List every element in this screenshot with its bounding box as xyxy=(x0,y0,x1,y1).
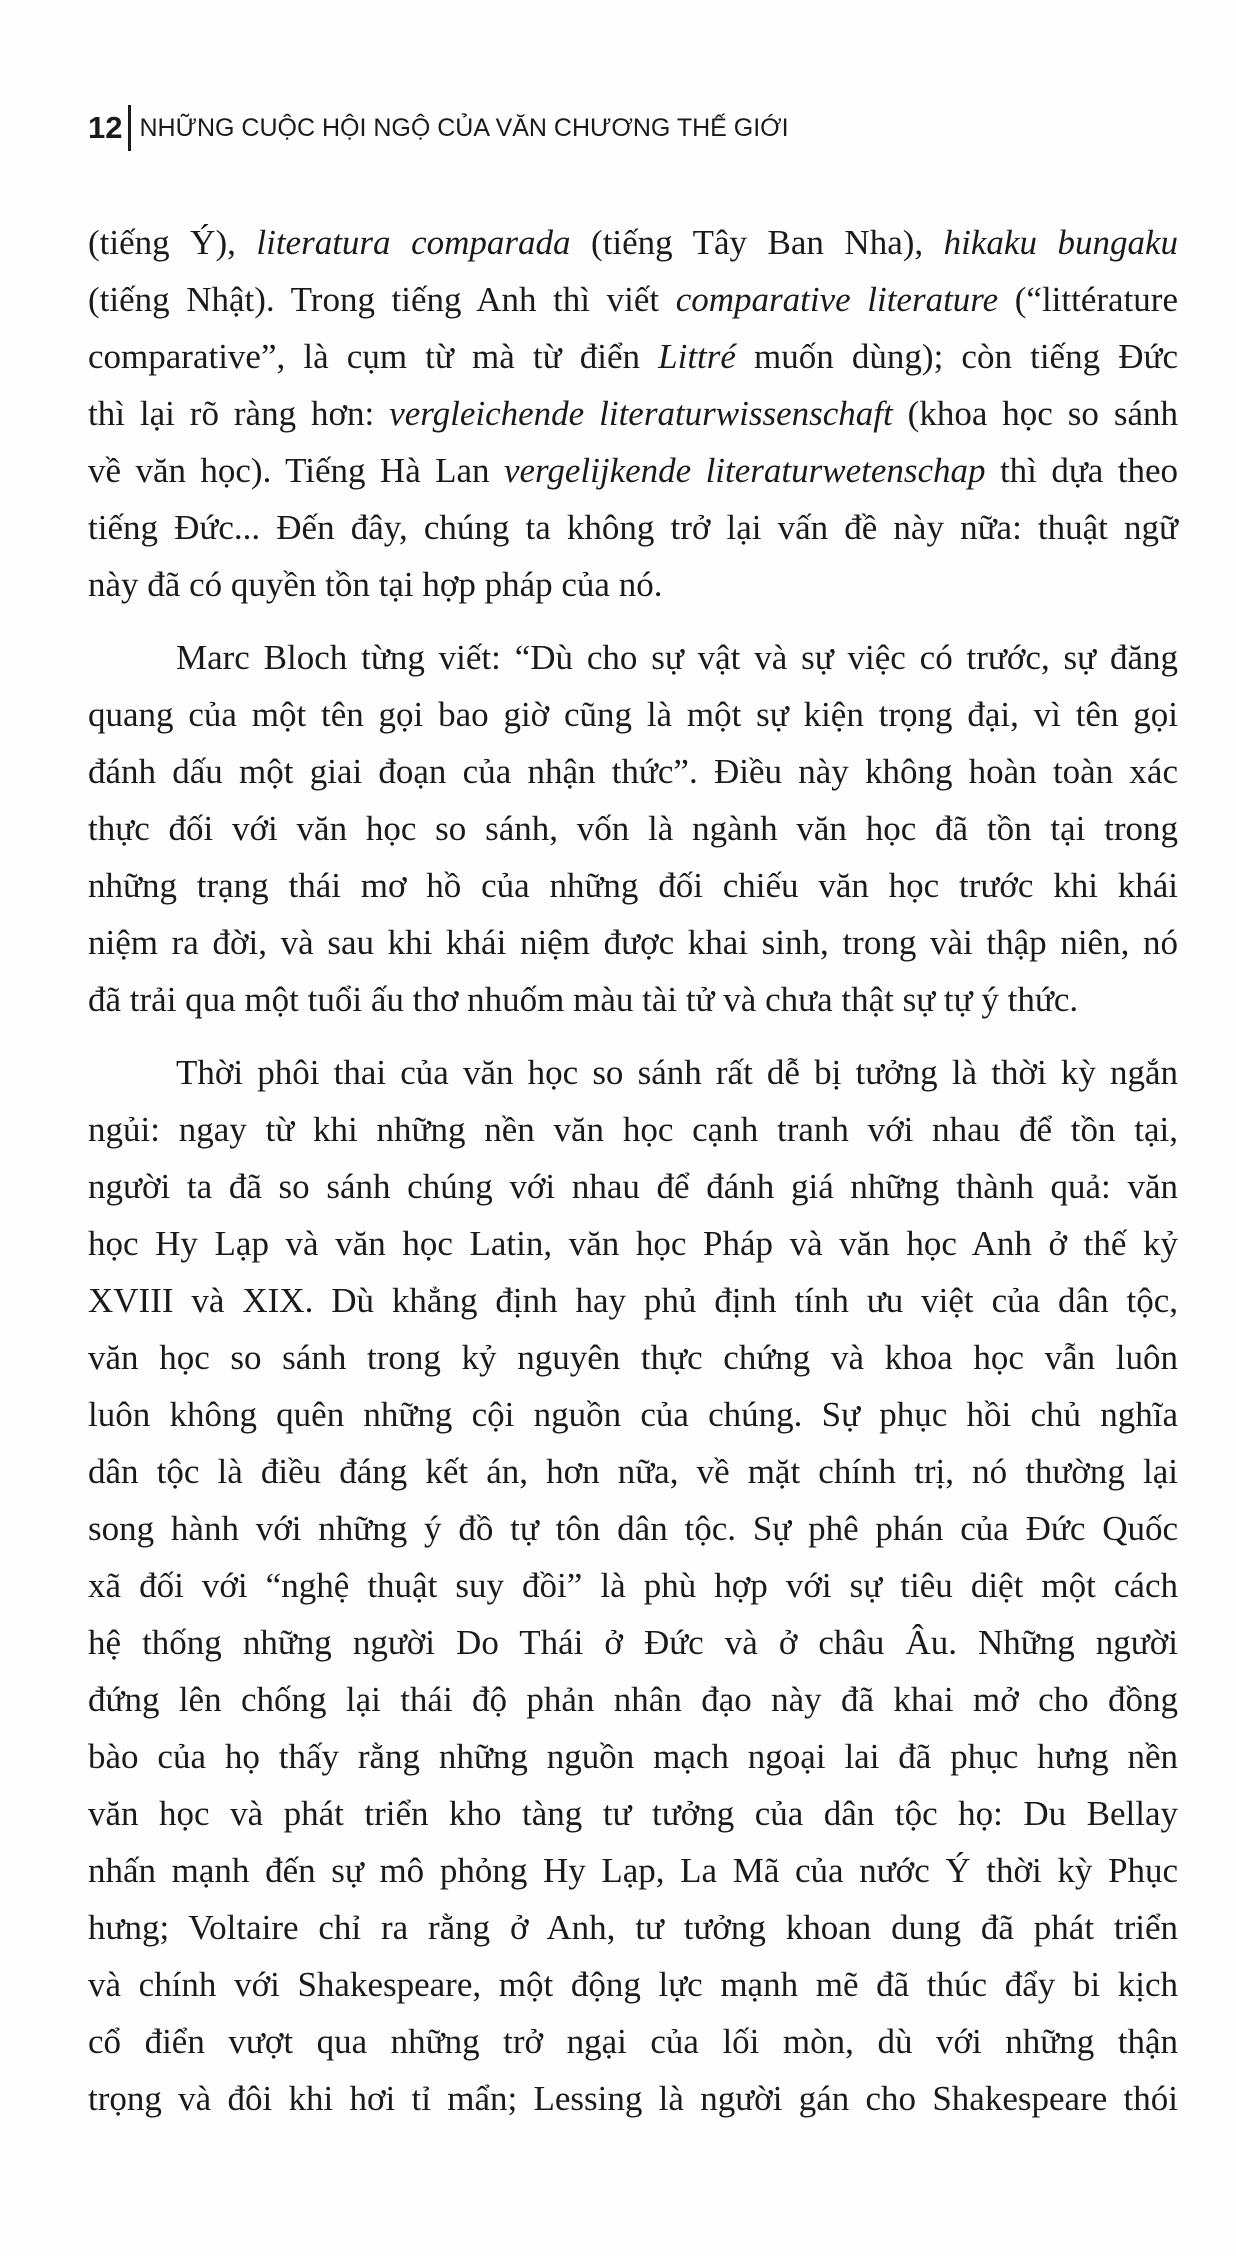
text-line xyxy=(88,857,1178,914)
italic-term: vergleichende literaturwissenschaft xyxy=(389,394,893,433)
text-line xyxy=(88,499,1178,556)
text-line xyxy=(88,2070,1178,2127)
text-run: bào của họ thấy rằng những nguồn mạch ngoại lai đã phục hưng nền xyxy=(88,1737,1178,1776)
text-run: dân tộc là điều đáng kết án, hơn nữa, về mặt chính trị, nó thường lại xyxy=(88,1452,1178,1491)
text-line xyxy=(88,743,1178,800)
text-run: thực đối với văn học so sánh, vốn là ngành văn học đã tồn tại trong xyxy=(88,809,1178,848)
italic-term: hikaku bungaku xyxy=(943,223,1179,262)
text-line xyxy=(88,1671,1178,1728)
text-line xyxy=(88,271,1178,328)
text-run: (tiếng Tây Ban Nha), xyxy=(570,223,944,262)
text-run: niệm ra đời, và sau khi khái niệm được khai sinh, trong vài thập niên, nó xyxy=(88,923,1178,962)
text-line xyxy=(88,1614,1178,1671)
text-line xyxy=(88,971,1178,1028)
text-line xyxy=(88,914,1178,971)
text-line xyxy=(88,1158,1178,1215)
text-line xyxy=(88,1215,1178,1272)
text-run: hưng; Voltaire chỉ ra rằng ở Anh, tư tưởng khoan dung đã phát triển xyxy=(88,1908,1178,1947)
text-run: (tiếng Nhật). Trong tiếng Anh thì viết xyxy=(88,280,676,319)
text-line xyxy=(88,385,1178,442)
text-line xyxy=(88,629,1178,686)
text-run: (khoa học so sánh xyxy=(892,394,1178,433)
text-run: những trạng thái mơ hồ của những đối chiếu văn học trước khi khái xyxy=(88,866,1178,905)
body-text xyxy=(88,214,1178,2127)
text-run: thì dựa theo xyxy=(985,451,1178,490)
text-line xyxy=(88,1956,1178,2013)
text-line xyxy=(88,800,1178,857)
text-line xyxy=(88,1386,1178,1443)
page-number: 12 xyxy=(88,110,123,145)
text-run: học Hy Lạp và văn học Latin, văn học Pháp và văn học Anh ở thế kỷ xyxy=(88,1224,1178,1263)
text-line xyxy=(88,1842,1178,1899)
text-line xyxy=(88,1785,1178,1842)
text-line xyxy=(88,214,1178,271)
text-run: văn học và phát triển kho tàng tư tưởng của dân tộc họ: Du Bellay xyxy=(88,1794,1178,1833)
header-divider xyxy=(128,105,131,151)
text-line xyxy=(88,1557,1178,1614)
text-run: và chính với Shakespeare, một động lực mạnh mẽ đã thúc đẩy bi kịch xyxy=(88,1965,1178,2004)
paragraph xyxy=(88,1044,1178,2127)
text-run: xã đối với “nghệ thuật suy đồi” là phù hợp với sự tiêu diệt một cách xyxy=(88,1566,1178,1605)
paragraph xyxy=(88,629,1178,1028)
text-run: cổ điển vượt qua những trở ngại của lối mòn, dù với những thận xyxy=(88,2022,1178,2061)
text-line xyxy=(88,1443,1178,1500)
text-line xyxy=(88,556,1178,613)
italic-term: comparative literature xyxy=(675,280,999,319)
text-line xyxy=(88,328,1178,385)
text-line xyxy=(88,686,1178,743)
text-run: muốn dùng); còn tiếng Đức xyxy=(735,337,1178,376)
text-run: văn học so sánh trong kỷ nguyên thực chứng và khoa học vẫn luôn xyxy=(88,1338,1178,1377)
text-run: Marc Bloch từng viết: “Dù cho sự vật và sự việc có trước, sự đăng xyxy=(176,638,1178,677)
text-run: quang của một tên gọi bao giờ cũng là một sự kiện trọng đại, vì tên gọi xyxy=(88,695,1178,734)
text-run: đã trải qua một tuổi ấu thơ nhuốm màu tài tử và chưa thật sự tự ý thức. xyxy=(88,980,1079,1019)
text-run: ngủi: ngay từ khi những nền văn học cạnh tranh với nhau để tồn tại, xyxy=(88,1110,1178,1149)
text-line xyxy=(88,1728,1178,1785)
text-line xyxy=(88,2013,1178,2070)
text-run: trọng và đôi khi hơi tỉ mẩn; Lessing là người gán cho Shakespeare thói xyxy=(88,2079,1178,2118)
text-run: đánh dấu một giai đoạn của nhận thức”. Điều này không hoàn toàn xác xyxy=(88,752,1178,791)
text-run: XVIII và XIX. Dù khẳng định hay phủ định tính ưu việt của dân tộc, xyxy=(88,1281,1178,1320)
text-line xyxy=(88,1329,1178,1386)
text-run: tiếng Đức... Đến đây, chúng ta không trở lại vấn đề này nữa: thuật ngữ xyxy=(88,508,1178,547)
text-run: nhấn mạnh đến sự mô phỏng Hy Lạp, La Mã của nước Ý thời kỳ Phục xyxy=(88,1851,1178,1890)
text-line xyxy=(88,1500,1178,1557)
text-run: thì lại rõ ràng hơn: xyxy=(88,394,390,433)
text-run: Thời phôi thai của văn học so sánh rất dễ bị tưởng là thời kỳ ngắn xyxy=(176,1053,1178,1092)
text-run: song hành với những ý đồ tự tôn dân tộc. Sự phê phán của Đức Quốc xyxy=(88,1509,1178,1548)
text-run: luôn không quên những cội nguồn của chúng. Sự phục hồi chủ nghĩa xyxy=(88,1395,1178,1434)
text-run: này đã có quyền tồn tại hợp pháp của nó. xyxy=(88,565,663,604)
text-line xyxy=(88,1044,1178,1101)
text-line xyxy=(88,1272,1178,1329)
text-run: (“littérature xyxy=(998,280,1178,319)
italic-term: literatura comparada xyxy=(256,223,571,262)
text-line xyxy=(88,1101,1178,1158)
italic-term: Littré xyxy=(658,337,736,376)
text-run: về văn học). Tiếng Hà Lan xyxy=(88,451,504,490)
text-run: hệ thống những người Do Thái ở Đức và ở châu Âu. Những người xyxy=(88,1623,1178,1662)
text-run: comparative”, là cụm từ mà từ điển xyxy=(88,337,659,376)
text-line xyxy=(88,1899,1178,1956)
running-header xyxy=(88,104,789,152)
text-run: người ta đã so sánh chúng với nhau để đánh giá những thành quả: văn xyxy=(88,1167,1178,1206)
text-line xyxy=(88,442,1178,499)
running-header-title: NHỮNG CUỘC HỘI NGỘ CỦA VĂN CHƯƠNG THẾ GIỚI xyxy=(139,113,789,142)
text-run: đứng lên chống lại thái độ phản nhân đạo này đã khai mở cho đồng xyxy=(88,1680,1178,1719)
italic-term: vergelijkende literaturwetenschap xyxy=(503,451,986,490)
paragraph xyxy=(88,214,1178,613)
text-run: (tiếng Ý), xyxy=(88,223,257,262)
